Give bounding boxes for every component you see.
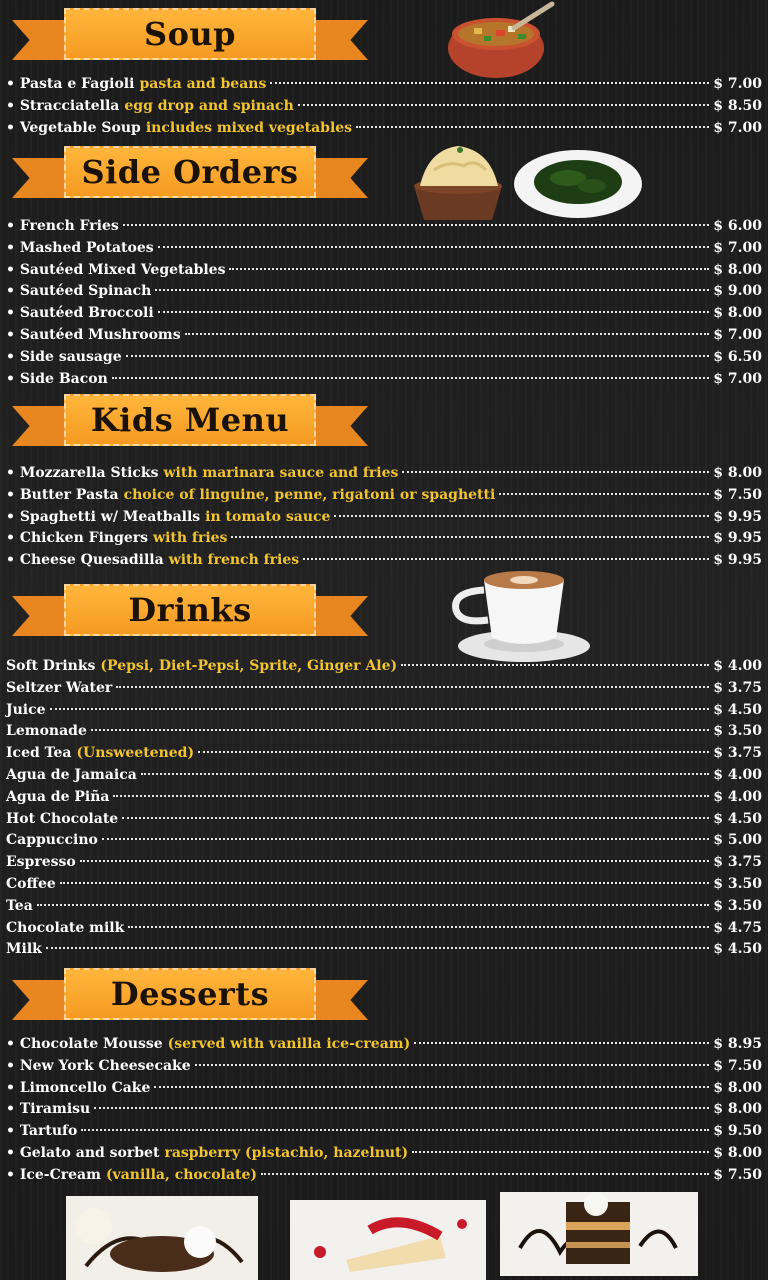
item-price: $ 8.50 [713, 97, 762, 114]
item-name: Coffee [6, 876, 56, 892]
mashed-potatoes-image [408, 140, 508, 224]
soup-menu-item [6, 98, 762, 118]
dot-leader [112, 377, 710, 379]
item-price: $ 4.50 [713, 941, 762, 958]
dot-leader [401, 664, 709, 666]
item-price: $ 3.75 [713, 745, 762, 762]
item-price: $ 3.75 [713, 854, 762, 871]
item-name: • Gelato and sorbet [6, 1145, 160, 1161]
item-price: $ 9.95 [713, 508, 762, 525]
item-name: Iced Tea [6, 745, 72, 762]
item-description: (Unsweetened) [76, 745, 195, 762]
item-price: $ 9.50 [713, 1123, 762, 1140]
side-orders-title: Side Orders [81, 153, 299, 191]
dot-leader [298, 104, 710, 106]
desserts-menu-item [6, 1167, 762, 1187]
item-price: $ 7.00 [713, 327, 762, 343]
dot-leader [229, 268, 709, 270]
item-name: Hot Chocolate [6, 810, 119, 827]
drinks-menu-item [6, 658, 762, 678]
item-price: $ 3.50 [713, 876, 762, 892]
drinks-menu-item [6, 723, 762, 743]
dot-leader [158, 311, 710, 313]
sides-menu-item [6, 305, 762, 325]
dot-leader [356, 126, 709, 128]
item-name: Agua de Piña [6, 788, 110, 805]
dot-leader [116, 686, 709, 688]
item-price: $ 9.95 [713, 552, 762, 569]
item-name: • Mozzarella Sticks [6, 465, 159, 481]
dot-leader [126, 355, 710, 357]
item-name: Chocolate milk [6, 919, 125, 936]
drinks-menu-item [6, 920, 762, 940]
kids-menu-item [6, 509, 762, 529]
side-orders-banner [12, 144, 368, 206]
drinks-menu-item [6, 745, 762, 765]
item-price: $ 7.50 [713, 486, 762, 503]
desserts-menu-item [6, 1036, 762, 1056]
item-price: $ 4.75 [713, 919, 762, 936]
sides-menu-item [6, 240, 762, 260]
soup-banner [12, 6, 368, 68]
item-price: $ 3.50 [713, 723, 762, 740]
desserts-menu-item [6, 1058, 762, 1078]
item-price: $ 8.00 [713, 305, 762, 322]
item-description: includes mixed vegetables [145, 119, 353, 136]
dot-leader [334, 515, 709, 517]
sides-menu-item [6, 283, 762, 303]
item-name: Espresso [6, 854, 76, 871]
item-price: $ 6.50 [713, 348, 762, 365]
item-name: Agua de Jamaica [6, 767, 137, 783]
item-name: • Cheese Quesadilla [6, 552, 164, 569]
item-description: pasta and beans [139, 76, 267, 92]
item-price: $ 4.00 [713, 788, 762, 805]
item-name: • Sautéed Mixed Vegetables [6, 261, 226, 278]
dot-leader [270, 82, 709, 84]
drinks-menu-item [6, 702, 762, 722]
item-price: $ 4.50 [713, 701, 762, 718]
soup-menu-item [6, 120, 762, 140]
dot-leader [123, 224, 710, 226]
dot-leader [195, 1064, 710, 1066]
dot-leader [402, 471, 709, 473]
dot-leader [155, 289, 709, 291]
sides-menu-item [6, 327, 762, 347]
desserts-menu-item [6, 1101, 762, 1121]
drinks-menu-item [6, 811, 762, 831]
desserts-menu-item [6, 1145, 762, 1165]
item-description: raspberry (pistachio, hazelnut) [164, 1145, 409, 1161]
dot-leader [81, 1129, 709, 1131]
item-name: Seltzer Water [6, 679, 113, 696]
item-price: $ 8.00 [713, 1145, 762, 1161]
dot-leader [50, 708, 710, 710]
sides-menu-item [6, 371, 762, 391]
desserts-title: Desserts [110, 975, 270, 1013]
item-description: in tomato sauce [205, 508, 331, 525]
item-price: $ 9.00 [713, 283, 762, 300]
dot-leader [141, 773, 709, 775]
sides-menu-item [6, 349, 762, 369]
dot-leader [128, 926, 709, 928]
drinks-menu-item [6, 941, 762, 961]
item-price: $ 7.00 [713, 76, 762, 92]
item-name: • Tartufo [6, 1123, 78, 1140]
item-price: $ 9.95 [713, 530, 762, 547]
dot-leader [499, 493, 709, 495]
cheesecake-image [290, 1200, 486, 1280]
dot-leader [102, 838, 709, 840]
item-description: with fries [153, 530, 228, 547]
item-name: • Sautéed Mushrooms [6, 327, 181, 343]
item-name: Cappuccino [6, 832, 98, 849]
sides-menu-item [6, 218, 762, 238]
spinach-plate-image [512, 148, 644, 220]
item-price: $ 8.00 [713, 1101, 762, 1118]
kids-menu-item [6, 465, 762, 485]
item-name: Milk [6, 941, 42, 958]
dot-leader [261, 1173, 709, 1175]
item-price: $ 7.50 [713, 1166, 762, 1183]
item-price: $ 3.50 [713, 897, 762, 914]
item-description: (vanilla, chocolate) [105, 1166, 258, 1183]
item-price: $ 6.00 [713, 218, 762, 234]
item-description: (Pepsi, Diet-Pepsi, Sprite, Ginger Ale) [100, 658, 398, 674]
item-name: • Side Bacon [6, 370, 108, 387]
item-name: • Pasta e Fagioli [6, 76, 135, 92]
item-name: • Sautéed Broccoli [6, 305, 154, 322]
dot-leader [91, 729, 709, 731]
item-name: • Mashed Potatoes [6, 239, 154, 256]
tiramisu-image [500, 1192, 698, 1276]
dot-leader [412, 1151, 709, 1153]
item-description: with french fries [168, 552, 300, 569]
item-price: $ 5.00 [713, 832, 762, 849]
desserts-menu-item [6, 1123, 762, 1143]
item-price: $ 7.00 [713, 119, 762, 136]
sides-menu-item [6, 262, 762, 282]
desserts-menu-item [6, 1080, 762, 1100]
dot-leader [154, 1086, 709, 1088]
item-name: • Tiramisu [6, 1101, 91, 1118]
drinks-menu-item [6, 789, 762, 809]
dot-leader [231, 536, 709, 538]
item-price: $ 8.00 [713, 261, 762, 278]
item-name: • Ice-Cream [6, 1166, 101, 1183]
item-name: • New York Cheesecake [6, 1057, 191, 1074]
coffee-cup-image [442, 566, 592, 666]
drinks-menu-item [6, 832, 762, 852]
item-name: • Vegetable Soup [6, 119, 141, 136]
item-name: • Stracciatella [6, 97, 120, 114]
item-price: $ 3.75 [713, 679, 762, 696]
item-price: $ 8.95 [713, 1036, 762, 1052]
item-price: $ 4.00 [713, 658, 762, 674]
soup-bowl-image [444, 0, 556, 80]
dot-leader [46, 947, 709, 949]
item-name: • Spaghetti w/ Meatballs [6, 508, 201, 525]
dot-leader [94, 1107, 709, 1109]
item-name: • Chicken Fingers [6, 530, 149, 547]
dot-leader [80, 860, 710, 862]
drinks-title: Drinks [128, 591, 252, 629]
item-description: egg drop and spinach [124, 97, 294, 114]
item-price: $ 4.50 [713, 810, 762, 827]
kids-menu-item [6, 552, 762, 572]
dot-leader [37, 904, 709, 906]
drinks-menu-item [6, 680, 762, 700]
item-name: • French Fries [6, 218, 119, 234]
item-name: • Butter Pasta [6, 486, 119, 503]
item-name: Soft Drinks [6, 658, 96, 674]
dot-leader [158, 246, 710, 248]
drinks-banner [12, 582, 368, 644]
soup-menu-item [6, 76, 762, 96]
item-description: with marinara sauce and fries [163, 465, 399, 481]
dot-leader [60, 882, 709, 884]
item-price: $ 7.00 [713, 239, 762, 256]
dot-leader [414, 1042, 709, 1044]
dot-leader [122, 817, 709, 819]
item-name: • Chocolate Mousse [6, 1036, 163, 1052]
item-name: Juice [6, 701, 46, 718]
chocolate-mousse-image [66, 1196, 258, 1280]
kids-menu-item [6, 487, 762, 507]
dot-leader [113, 795, 709, 797]
desserts-banner [12, 966, 368, 1028]
item-name: • Limoncello Cake [6, 1079, 151, 1096]
item-price: $ 7.50 [713, 1057, 762, 1074]
item-name: Lemonade [6, 723, 87, 740]
item-price: $ 8.00 [713, 465, 762, 481]
item-description: (served with vanilla ice-cream) [167, 1036, 411, 1052]
item-price: $ 7.00 [713, 370, 762, 387]
drinks-menu-item [6, 876, 762, 896]
item-name: • Side sausage [6, 348, 122, 365]
item-name: Tea [6, 897, 33, 914]
drinks-menu-item [6, 854, 762, 874]
item-description: choice of linguine, penne, rigatoni or spaghetti [123, 486, 496, 503]
kids-menu-item [6, 530, 762, 550]
item-price: $ 8.00 [713, 1079, 762, 1096]
kids-menu-title: Kids Menu [90, 401, 290, 439]
kids-menu-banner [12, 392, 368, 454]
item-price: $ 4.00 [713, 767, 762, 783]
drinks-menu-item [6, 767, 762, 787]
item-name: • Sautéed Spinach [6, 283, 152, 300]
drinks-menu-item [6, 898, 762, 918]
dot-leader [198, 751, 709, 753]
dot-leader [185, 333, 710, 335]
soup-title: Soup [143, 15, 237, 53]
dot-leader [303, 558, 709, 560]
